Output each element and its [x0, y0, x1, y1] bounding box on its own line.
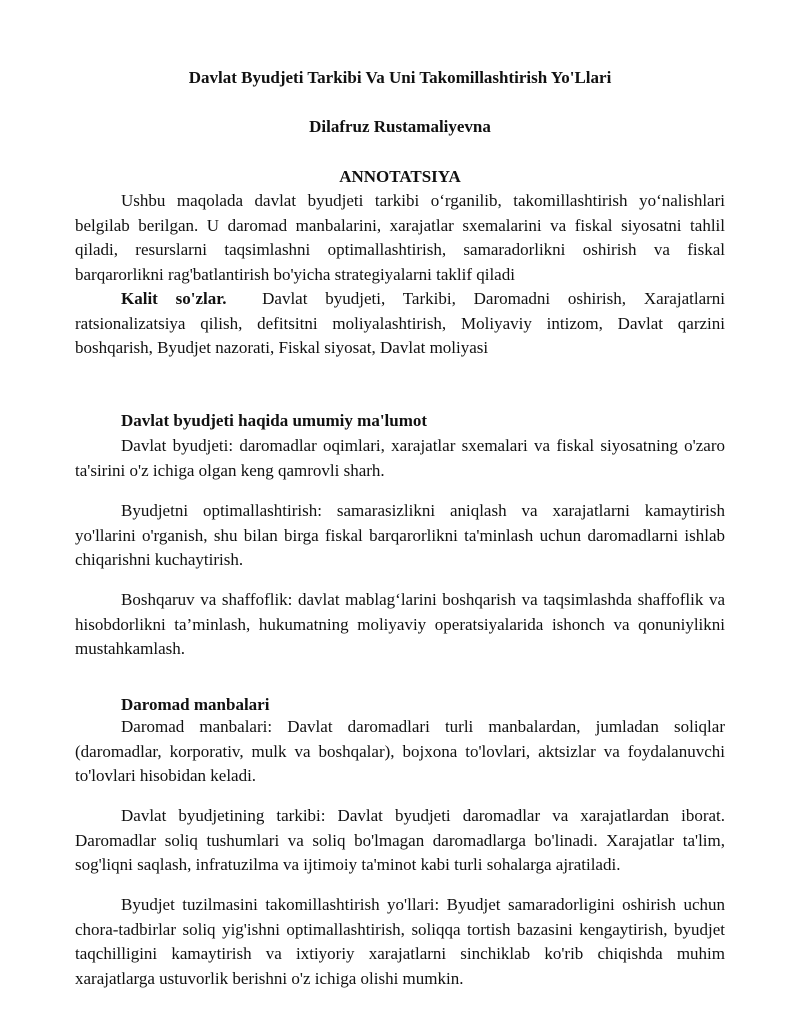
annotation-text: Ushbu maqolada davlat byudjeti tarkibi o‘rganilib, takomillashtirish yo‘nalishlari belgilab berilgan. U daromad manbalarini, xarajatlar sxemalarini va fiskal siyosatni tahlil qiladi, resurslarni taqsimlashni optimallashtirish, samaradorlikni oshirish va fiskal barqarorlikni rag'batlantirish bo'yicha strategiyalarni taklif qiladi: [75, 191, 725, 284]
keywords-paragraph: [75, 287, 725, 361]
section-heading-revenue: Daromad manbalari: [121, 695, 270, 714]
keywords-text: Davlat byudjeti, Tarkibi, Daromadni oshirish, Xarajatlarni ratsionalizatsiya qilish, defitsitni moliyalashtirish, Moliyaviy intizom, Davlat qarzini boshqarish, Byudjet nazorati, Fiskal siyosat, Davlat moliyasi: [75, 289, 725, 357]
paper-title: Davlat Byudjeti Tarkibi Va Uni Takomillashtirish Yo'Llari: [188, 68, 612, 87]
paragraph-revenue-1: Daromad manbalari: Davlat daromadlari turli manbalardan, jumladan soliqlar (daromadlar, korporativ, mulk va boshqalar), bojxona to'lovlari, aktsizlar va foydalanuvchi to'lovlari hisobidan keladi.: [75, 717, 725, 785]
keywords-label: Kalit so'zlar.: [121, 289, 227, 308]
paragraph-revenue-3: Byudjet tuzilmasini takomillashtirish yo'llari: Byudjet samaradorligini oshirish uchun chora-tadbirlar soliq yig'ishni optimallashtirish, soliqqa tortish bazasini kengaytirish, byudjet taqchilligini kamaytirish va ixtiyoriy xarajatlarni sinchiklab ko'rib chiqishda muhim xarajatlarga ustuvorlik berishni o'z ichiga olishi mumkin.: [75, 895, 725, 988]
paragraph-revenue-2: Davlat byudjetining tarkibi: Davlat byudjeti daromadlar va xarajatlardan iborat. Daromadlar soliq tushumlari va soliq bo'lmagan daromadlarga bo'linadi. Xarajatlar ta'lim, sog'liqni saqlash, infratuzilma va ijtimoiy ta'minot kabi turli sohalarga ajratiladi.: [75, 806, 725, 874]
paragraph-overview-3: Boshqaruv va shaffoflik: davlat mablag‘larini boshqarish va taqsimlashda shaffoflik va hisobdorlikni ta’minlash, hukumatning moliyaviy operatsiyalarida ishonch va qonuniylikni mustahkamlash.: [75, 590, 725, 658]
section-heading-overview: Davlat byudjeti haqida umumiy ma'lumot: [121, 411, 428, 430]
annotation-heading: ANNOTATSIYA: [339, 167, 461, 186]
paragraph-overview-1: Davlat byudjeti: daromadlar oqimlari, xarajatlar sxemalari va fiskal siyosatning o'zaro ta'sirini o'z ichiga olgan keng qamrovli sharh.: [75, 436, 725, 480]
author-name: Dilafruz Rustamaliyevna: [309, 117, 491, 136]
paragraph-overview-2: Byudjetni optimallashtirish: samarasizlikni aniqlash va xarajatlarni kamaytirish yo'llarini o'rganish, shu bilan birga fiskal barqarorlikni ta'minlash uchun daromadlarni ishlab chiqarishni kuchaytirish.: [75, 501, 725, 569]
